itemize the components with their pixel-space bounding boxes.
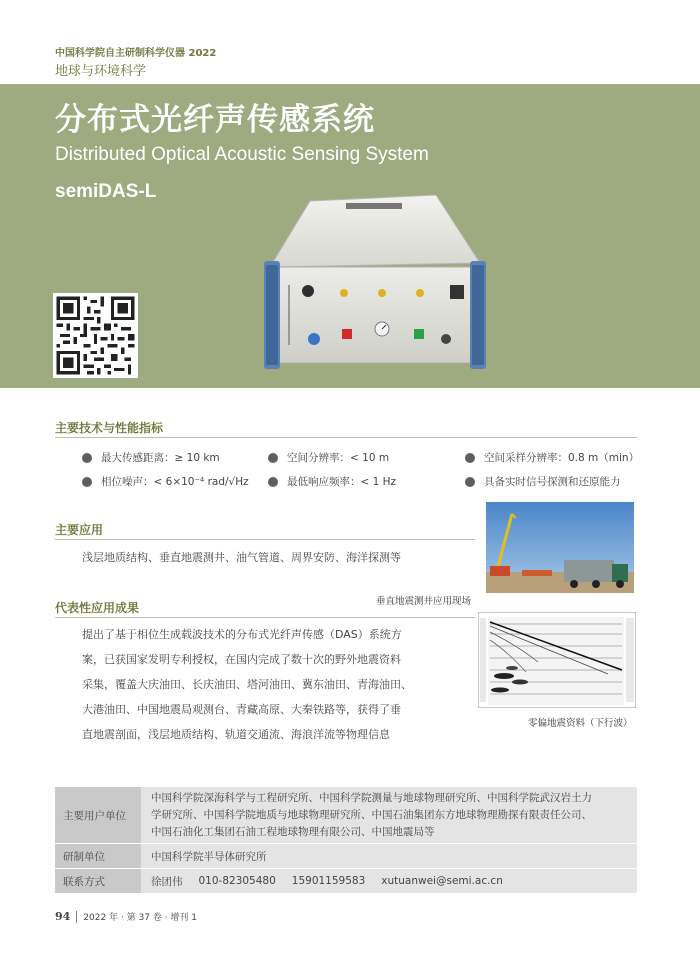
contact-mobile: 15901159583 [291,875,366,887]
info-table [55,787,637,894]
achievements-text [82,622,412,747]
spec-text: 相位噪声：< 6×10⁻⁴ rad/√Hz [101,476,249,488]
contact-label: 联系方式 [55,869,141,893]
series-label: 中国科学院自主研制科学仪器 2022 [55,48,217,59]
achievements-line: 采集，覆盖大庆油田、长庆油田、塔河油田、冀东油田、青海油田、 [82,678,412,691]
bullet-icon [465,477,475,487]
spec-item [465,450,639,465]
table-row [55,844,637,869]
seismic-record-figure [478,612,636,708]
users-line: 中国石油化工集团石油工程地球物理有限公司、中国地震局等 [151,825,435,838]
bullet-icon [82,477,92,487]
spec-text: 具备实时信号探测和还原能力 [484,476,621,488]
spec-text: 最低响应频率：< 1 Hz [287,476,397,488]
developer-value: 中国科学院半导体研究所 [141,844,637,868]
applications-heading: 主要应用 [55,523,104,537]
developer-label: 研制单位 [55,844,141,868]
field-label: 地球与环境科学 [55,64,147,79]
footer-divider [76,911,77,923]
bullet-icon [268,477,278,487]
achievements-line: 案，已获国家发明专利授权，在国内完成了数十次的野外地震资料 [82,653,401,666]
spec-item [268,474,396,489]
seismic-caption: 零偏地震资料（下行波） [528,718,633,729]
spec-text: 空间采样分辨率：0.8 m（min） [484,452,640,464]
spec-item [82,474,249,489]
spec-text: 空间分辨率：< 10 m [287,452,390,464]
spec-text: 最大传感距离：≥ 10 km [101,452,220,464]
contact-value [141,869,637,893]
achievements-line: 直地震剖面，浅层地质结构、轨道交通流、海浪洋流等物理信息 [82,728,390,741]
contact-phone: 010-82305480 [198,875,276,887]
spec-item [82,450,220,465]
field-site-photo [486,502,634,593]
users-line: 中国科学院深海科学与工程研究所、中国科学院测量与地球物理研究所、中国科学院武汉岩土力 [151,791,592,804]
bullet-icon [465,453,475,463]
device-photo [258,193,498,378]
table-row [55,787,637,844]
achievements-heading: 代表性应用成果 [55,601,140,615]
achievements-line: 大港油田、中国地震局观测台、青藏高原、大秦铁路等，获得了垂 [82,703,401,716]
spec-item [465,474,621,489]
users-value [141,787,637,843]
users-line: 学研究所、中国科学院地质与地球物理研究所、中国石油集团东方地球物理勘探有限责任公司、 [151,808,592,821]
section-divider [55,539,475,540]
users-label: 主要用户单位 [55,787,141,843]
page-title-english: Distributed Optical Acoustic Sensing System [55,144,429,165]
section-divider [55,437,637,438]
page-number: 94 [55,910,71,923]
issue-info: 2022 年 · 第 37 卷 · 增刊 1 [83,913,198,923]
contact-name: 徐团伟 [151,875,183,888]
table-row [55,869,637,894]
achievements-line: 提出了基于相位生成载波技术的分布式光纤声传感（DAS）系统方 [82,628,402,641]
contact-email[interactable]: xutuanwei@semi.ac.cn [381,875,503,887]
section-divider [55,617,475,618]
page-footer [55,910,197,923]
page-title: 分布式光纤声传感系统 [55,102,375,138]
spec-item [268,450,389,465]
site-photo-caption: 垂直地震测井应用现场 [376,596,472,607]
model-name: semiDAS-L [55,181,157,202]
qr-code [53,293,138,378]
applications-text: 浅层地质结构、垂直地震测井、油气管道、周界安防、海洋探测等 [82,551,401,564]
bullet-icon [268,453,278,463]
bullet-icon [82,453,92,463]
specs-heading: 主要技术与性能指标 [55,421,164,435]
